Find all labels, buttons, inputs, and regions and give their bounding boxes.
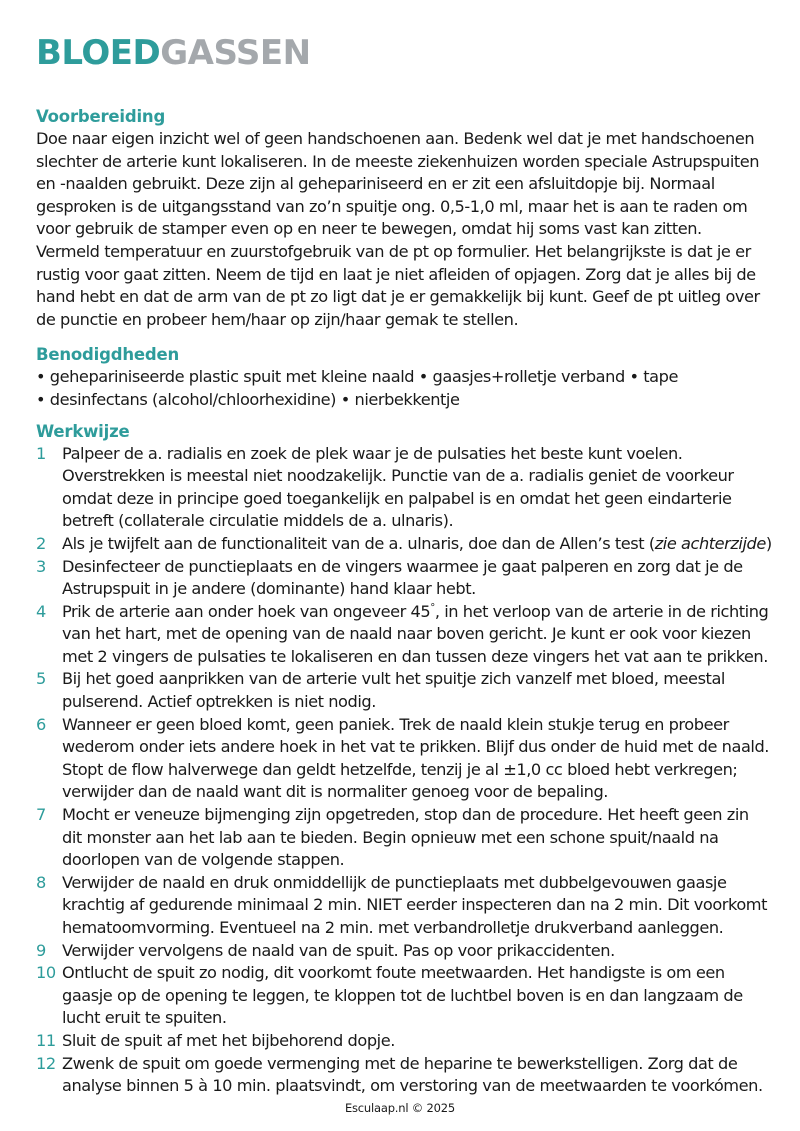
text-line: Vermeld temperatuur en zuurstofgebruik van de pt op formulier. Het belangrijkste is dat je er <box>36 241 751 261</box>
step-text-line: met 2 vingers de pulsaties te lokaliseren en dan tussen deze vingers het vat aan te prikken. <box>62 646 768 666</box>
supplies-list <box>36 366 782 411</box>
step-1 <box>36 443 782 533</box>
step-text: Als je twijfelt aan de functionaliteit van de a. ulnaris, doe dan de Allen’s test ( <box>62 533 655 553</box>
step-7 <box>36 804 782 872</box>
step-number: 1 <box>36 443 46 463</box>
step-text-line: Ontlucht de spuit zo nodig, dit voorkomt foute meetwaarden. Het handigste is om een <box>62 963 725 983</box>
step-8 <box>36 872 782 940</box>
step-text-line: pulserend. Actief optrekken is niet nodig. <box>62 692 376 712</box>
step-text: Prik de arterie aan onder hoek van ongeveer 45 <box>62 601 431 621</box>
step-number: 5 <box>36 669 46 689</box>
step-text-line: Zwenk de spuit om goede vermenging met de heparine te bewerkstelligen. Zorg dat de <box>62 1053 738 1073</box>
step-text-line: Verwijder vervolgens de naald van de spuit. Pas op voor prikaccidenten. <box>62 940 615 960</box>
text-line: rustig voor gaat zitten. Neem de tijd en laat je niet afleiden of opjagen. Zorg dat je alles bij de <box>36 264 756 284</box>
step-text-line: Sluit de spuit af met het bijbehorend dopje. <box>62 1030 395 1050</box>
step-text-line: analyse binnen 5 à 10 min. plaatsvindt, om verstoring van de meetwaarden te voorkómen. <box>62 1076 763 1096</box>
step-10 <box>36 962 782 1030</box>
step-4 <box>36 601 782 669</box>
text-line: Doe naar eigen inzicht wel of geen handschoenen aan. Bedenk wel dat je met handschoenen <box>36 129 755 148</box>
step-number: 7 <box>36 805 46 825</box>
step-text-line: dit monster aan het lab aan te bieden. Begin opnieuw met een schone spuit/naald na <box>62 827 719 847</box>
step-text-line: krachtig af gedurende minimaal 2 min. NIET eerder inspecteren dan na 2 min. Dit voorkomt <box>62 895 768 915</box>
footer-copyright: Esculaap.nl © 2025 <box>344 1101 456 1115</box>
text-line: en -naalden gebruikt. Deze zijn al gehepariniseerd en er zit een afsluitdopje bij. Normaal <box>36 174 715 194</box>
step-number: 12 <box>36 1053 56 1073</box>
step-text-line: Palpeer de a. radialis en zoek de plek waar je de pulsaties het beste kunt voelen. <box>62 443 683 463</box>
step-number: 11 <box>36 1030 56 1050</box>
step-number: 4 <box>36 601 46 621</box>
step-number: 9 <box>36 940 46 960</box>
step-text-line: Wanneer er geen bloed komt, geen paniek. Trek de naald klein stukje terug en probeer <box>62 714 729 734</box>
step-text-line <box>62 533 782 556</box>
text-line: slechter de arterie kunt lokaliseren. In de meeste ziekenhuizen worden speciale Astrupspuiten <box>36 151 760 171</box>
step-text-line: lucht eruit te spuiten. <box>62 1008 227 1028</box>
degree-sign: ° <box>430 602 435 614</box>
supplies-line: • desinfectans (alcohol/chloorhexidine) • nierbekkentje <box>36 389 460 409</box>
step-text-line: Mocht er veneuze bijmenging zijn opgetreden, stop dan de procedure. Het heeft geen zin <box>62 805 749 825</box>
step-text-line: wederom onder iets andere hoek in het vat te prikken. Blijf dus onder de huid met de naald. <box>62 737 769 757</box>
step-9 <box>36 940 782 963</box>
step-number: 6 <box>36 714 46 734</box>
title-part-bloed: BLOED <box>36 33 161 73</box>
step-11 <box>36 1030 782 1053</box>
step-number: 10 <box>36 963 56 983</box>
step-number: 2 <box>36 533 46 553</box>
step-text-line: betreft (collaterale circulatie middels de a. ulnaris). <box>62 511 454 531</box>
step-6 <box>36 714 782 804</box>
step-text-line: van het hart, met de opening van de naald naar boven gericht. Je kunt er ook voor kiezen <box>62 624 751 644</box>
heading-voorbereiding: Voorbereiding <box>36 107 166 126</box>
procedure-steps <box>36 443 782 1098</box>
step-text-line: Bij het goed aanprikken van de arterie vult het spuitje zich vanzelf met bloed, meestal <box>62 669 725 689</box>
step-text: , in het verloop van de arterie in de richting <box>434 601 769 621</box>
step-2 <box>36 533 782 556</box>
step-number: 3 <box>36 556 46 576</box>
text-line: de punctie en probeer hem/haar op zijn/haar gemak te stellen. <box>36 309 519 329</box>
step-text-line: Verwijder de naald en druk onmiddellijk de punctieplaats met dubbelgevouwen gaasje <box>62 872 727 892</box>
step-text-line: omdat deze in principe goed toegankelijk en palpabel is en omdat het geen eindarterie <box>62 488 732 508</box>
text-line: voor gebruik de stamper even op en neer te bewegen, omdat hij soms vast kan zitten. <box>36 219 702 239</box>
step-text-line: Stopt de flow halverwege dan geldt hetzelfde, tenzij je al ±1,0 cc bloed hebt verkregen; <box>62 759 738 779</box>
step-text-line: Overstrekken is meestal niet noodzakelijk. Punctie van de a. radialis geniet de voorkeur <box>62 466 734 486</box>
step-3 <box>36 556 782 601</box>
step-number: 8 <box>36 872 46 892</box>
text-line: hand hebt en dat de arm van de pt zo ligt dat je er gemakkelijk bij kunt. Geef de pt uitleg over <box>36 287 760 307</box>
voorbereiding-paragraph <box>36 128 782 331</box>
title-part-gassen: GASSEN <box>160 33 311 73</box>
step-italic-note: zie achterzijde <box>654 533 766 553</box>
step-text-line: Astrupspuit in je andere (dominante) hand klaar hebt. <box>62 579 476 599</box>
step-text-line: doorlopen van de volgende stappen. <box>62 850 345 870</box>
text-line: gesproken is de uitgangsstand van zo’n spuitje ong. 0,5-1,0 ml, maar het is aan te raden om <box>36 196 748 216</box>
heading-werkwijze: Werkwijze <box>36 421 130 441</box>
step-text-line: verwijder dan de naald want dit is normaliter genoeg voor de bepaling. <box>62 782 608 802</box>
step-text-line <box>62 601 782 624</box>
step-text-close: ) <box>765 533 772 553</box>
document-body <box>36 106 782 1098</box>
heading-benodigdheden: Benodigdheden <box>36 345 180 365</box>
step-text-line: hematoomvorming. Eventueel na 2 min. met verbandrolletje drukverband aanleggen. <box>62 918 724 937</box>
step-text-line: Desinfecteer de punctieplaats en de vingers waarmee je gaat palperen en zorg dat je de <box>62 556 743 576</box>
supplies-line: • gehepariniseerde plastic spuit met kleine naald • gaasjes+rolletje verband • tape <box>36 367 678 387</box>
step-5 <box>36 668 782 713</box>
step-12 <box>36 1053 782 1098</box>
page-title <box>36 31 311 75</box>
step-text-line: gaasje op de opening te leggen, te kloppen tot de luchtbel boven is en dan langzaam de <box>62 985 743 1005</box>
